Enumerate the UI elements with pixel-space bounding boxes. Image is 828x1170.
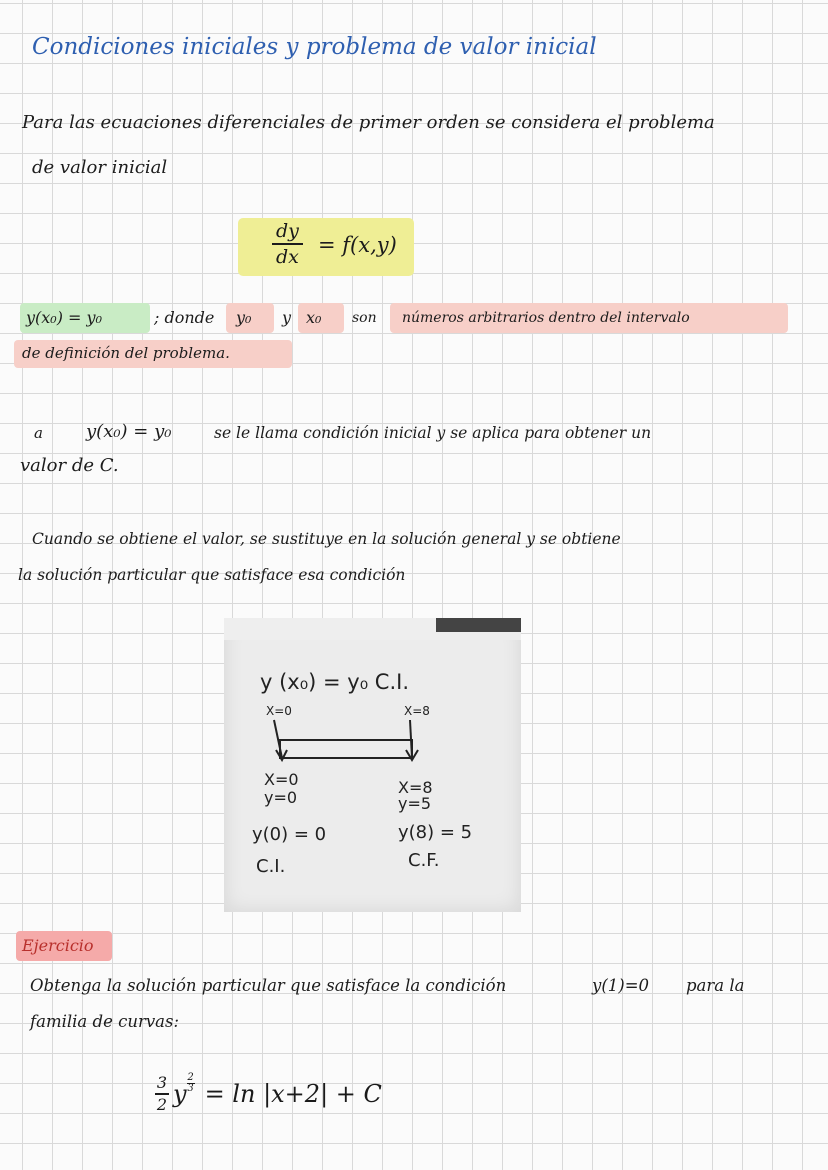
explanation-rest: se le llama condición inicial y se aplica para obtener un: [214, 424, 652, 442]
whiteboard-photo: [224, 618, 521, 912]
donde-text: ; donde: [154, 308, 215, 327]
photo-right-y: y=5: [398, 794, 432, 813]
x0-symbol: x₀: [306, 308, 322, 327]
photo-top-expr: y (x₀) = y₀ C.I.: [260, 670, 410, 694]
coefficient-denominator: 2: [156, 1095, 168, 1114]
ejercicio-line-2: familia de curvas:: [30, 1012, 180, 1031]
coefficient-fraction: [155, 1074, 169, 1114]
explanation-line-2: valor de C.: [20, 455, 119, 476]
photo-right-eq: y(8) = 5: [398, 822, 473, 843]
photo-left-eq: y(0) = 0: [252, 824, 327, 845]
fraction-denominator: dx: [276, 246, 299, 268]
ejercicio-label: Ejercicio: [22, 936, 94, 955]
photo-left-tag: C.I.: [256, 856, 286, 877]
exponent-denominator: 3: [187, 1082, 194, 1094]
fraction-numerator: dy: [276, 220, 299, 242]
equation2-rhs: = ln |x+2| + C: [204, 1080, 382, 1108]
exponent-fraction: [187, 1073, 195, 1094]
condition-expr: y(x₀) = y₀: [26, 308, 102, 327]
equation-base: y: [173, 1080, 187, 1108]
equation-rhs: = f(x,y): [318, 233, 397, 257]
son-text: son: [352, 310, 377, 326]
exponent-numerator: 2: [187, 1071, 194, 1083]
family-equation: [155, 1071, 382, 1114]
photo-right-x: X=8: [398, 778, 433, 797]
ejercicio-para-la: para la: [686, 976, 745, 995]
photo-left-x: X=0: [264, 770, 299, 789]
interval-rectangle: [280, 740, 412, 758]
ejercicio-line-1: Obtenga la solución particular que satisface la condición: [30, 976, 507, 995]
ejercicio-condition: y(1)=0: [592, 976, 650, 995]
y-conjunction: y: [282, 308, 292, 327]
numeros-text: números arbitrarios dentro del intervalo: [402, 310, 690, 326]
cuando-line-1: Cuando se obtiene el valor, se sustituye en la solución general y se obtiene: [32, 530, 621, 548]
photo-x0-label: X=0: [266, 704, 292, 718]
intro-line-2: de valor inicial: [32, 157, 168, 178]
coefficient-numerator: 3: [156, 1073, 168, 1092]
explanation-expr: y(x₀) = y₀: [86, 421, 172, 442]
cuando-line-2: la solución particular que satisface esa condición: [18, 566, 406, 584]
page-title: Condiciones iniciales y problema de valor inicial: [32, 34, 597, 60]
photo-left-y: y=0: [264, 788, 298, 807]
derivative-fraction: [272, 220, 303, 268]
fraction-bar: [272, 243, 303, 245]
explanation-a: a: [34, 424, 43, 442]
photo-x8-label: X=8: [404, 704, 430, 718]
condition-line-2: de definición del problema.: [22, 344, 230, 362]
intro-line-1: Para las ecuaciones diferenciales de primer orden se considera el problema: [22, 112, 715, 133]
photo-right-tag: C.F.: [408, 850, 440, 871]
y0-symbol: y₀: [236, 308, 252, 327]
